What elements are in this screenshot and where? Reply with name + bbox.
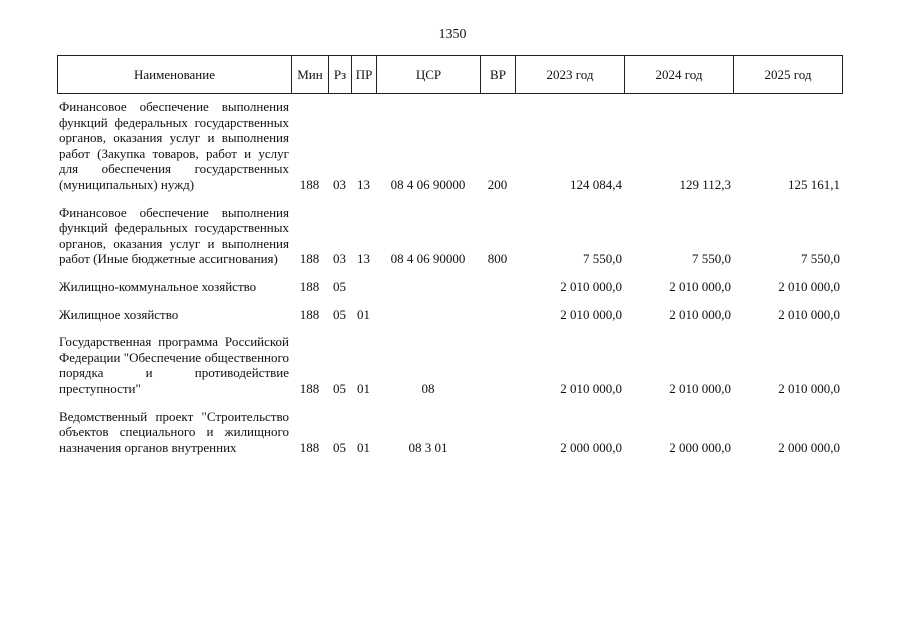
row-min: 188 [299, 251, 320, 267]
table-header [57, 55, 843, 94]
table-body [57, 99, 842, 467]
row-pr: 01 [357, 306, 370, 322]
row-name: Финансовое обеспечение выполнения функций федеральных государственных органов, оказания услуг и выполнения работ (Иные бюджетные ассигнования) [59, 204, 289, 267]
row-csr: 08 [421, 380, 435, 396]
row-2024: 2 010 000,0 [669, 278, 731, 294]
row-vr [480, 307, 515, 335]
table-row [57, 99, 842, 205]
row-2023: 124 084,4 [570, 176, 622, 192]
table-row [57, 307, 842, 335]
row-2025: 2 010 000,0 [778, 278, 840, 294]
row-2024: 2 010 000,0 [669, 306, 731, 322]
row-name: Жилищно-коммунальное хозяйство [59, 278, 257, 294]
row-min: 188 [299, 380, 320, 396]
row-pr [351, 279, 376, 307]
row-2025: 7 550,0 [801, 251, 840, 267]
row-2025: 2 010 000,0 [778, 306, 840, 322]
table-row [57, 409, 842, 468]
header-pr: ПР [352, 56, 377, 94]
row-rz: 03 [333, 176, 346, 192]
row-2023: 2 000 000,0 [560, 439, 622, 455]
row-name: Финансовое обеспечение выполнения функций федеральных государственных органов, оказания услуг и выполнения работ (Закупка товаров, работ и услуг для обеспечения государственных (муниципальных) нужд) [59, 99, 289, 192]
row-csr [376, 279, 480, 307]
table-row [57, 205, 842, 279]
row-min: 188 [299, 176, 320, 192]
row-min: 188 [299, 278, 320, 294]
row-pr: 13 [357, 176, 370, 192]
row-2025: 2 000 000,0 [778, 439, 840, 455]
header-name: Наименование [58, 56, 292, 94]
row-csr: 08 3 01 [408, 439, 448, 455]
header-2024: 2024 год [625, 56, 734, 94]
row-name: Государственная программа Российской Федерации "Обеспечение общественного порядка и противодействие преступности" [59, 334, 289, 396]
row-pr: 13 [357, 251, 370, 267]
row-csr: 08 4 06 90000 [390, 176, 466, 192]
row-pr: 01 [357, 380, 370, 396]
header-vr: ВР [481, 56, 516, 94]
row-2023: 2 010 000,0 [560, 278, 622, 294]
row-vr: 800 [487, 251, 508, 267]
row-rz: 03 [333, 251, 346, 267]
header-2025: 2025 год [734, 56, 843, 94]
row-rz: 05 [333, 380, 346, 396]
header-min: Мин [292, 56, 329, 94]
row-2024: 7 550,0 [692, 251, 731, 267]
header-2023: 2023 год [516, 56, 625, 94]
row-2025: 125 161,1 [788, 176, 840, 192]
row-rz: 05 [333, 439, 346, 455]
page-number: 1350 [438, 27, 467, 42]
row-2025: 2 010 000,0 [778, 380, 840, 396]
header-rz: Рз [329, 56, 352, 94]
row-2023: 7 550,0 [583, 251, 622, 267]
table-row [57, 279, 842, 307]
row-csr [376, 307, 480, 335]
row-name: Ведомственный проект "Строительство объектов специального и жилищного назначения органов внутренних [59, 408, 289, 455]
row-2024: 2 010 000,0 [669, 380, 731, 396]
row-2023: 2 010 000,0 [560, 380, 622, 396]
table-row [57, 334, 842, 408]
budget-table [57, 99, 842, 467]
row-vr [480, 334, 515, 408]
header-csr: ЦСР [377, 56, 481, 94]
row-vr: 200 [487, 176, 508, 192]
row-rz: 05 [333, 278, 346, 294]
row-vr [480, 409, 515, 468]
row-vr [480, 279, 515, 307]
row-min: 188 [299, 439, 320, 455]
row-pr: 01 [357, 439, 370, 455]
row-name: Жилищное хозяйство [59, 306, 179, 322]
row-2024: 129 112,3 [679, 176, 731, 192]
row-2024: 2 000 000,0 [669, 439, 731, 455]
row-2023: 2 010 000,0 [560, 306, 622, 322]
row-min: 188 [299, 306, 320, 322]
row-rz: 05 [333, 306, 346, 322]
row-csr: 08 4 06 90000 [390, 251, 466, 267]
